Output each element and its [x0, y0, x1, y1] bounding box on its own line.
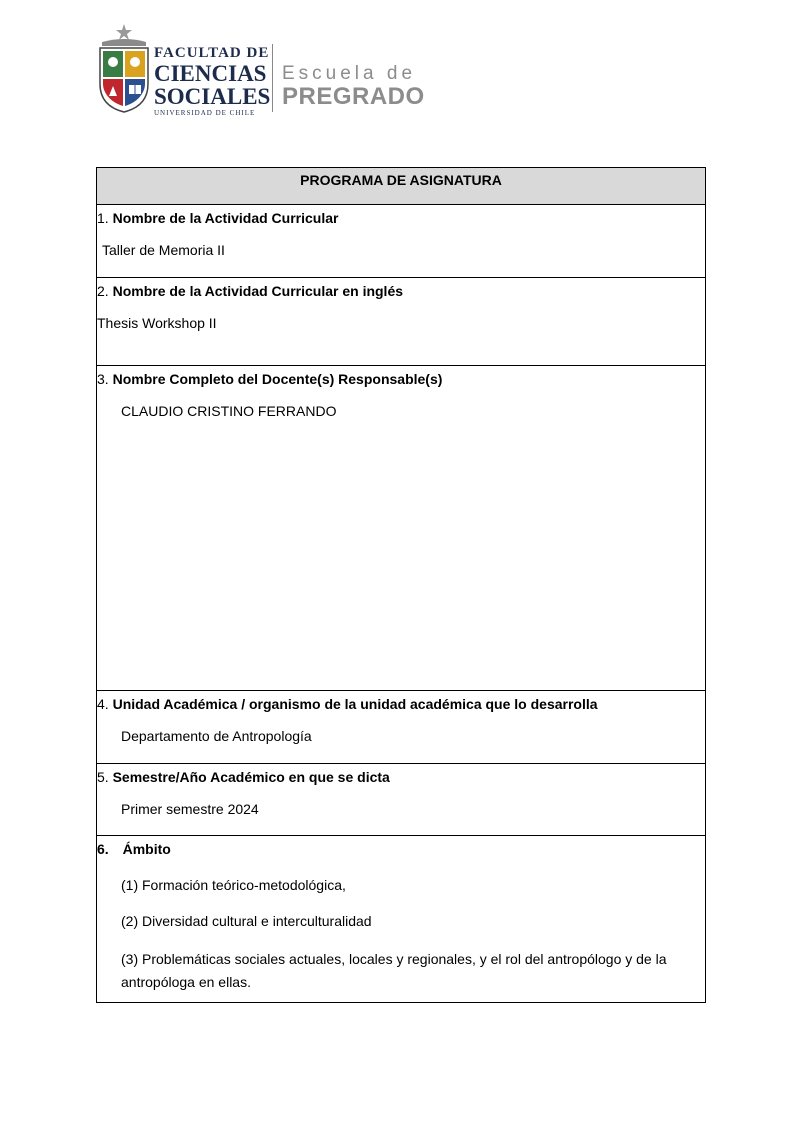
section-heading	[97, 768, 705, 786]
section-label: Nombre Completo del Docente(s) Responsable(s)	[112, 371, 443, 387]
faculty-line1: FACULTAD DE	[154, 45, 270, 61]
university-crest-icon	[96, 22, 152, 114]
section-number: 4.	[97, 696, 109, 712]
academic-unit-value: Departamento de Antropología	[121, 728, 312, 744]
scope-item: (3) Problemáticas sociales actuales, locales y regionales, y el rol del antropólogo y de la antropóloga en ellas.	[121, 951, 667, 990]
section-4	[97, 691, 706, 764]
course-name-english-value: Thesis Workshop II	[97, 315, 217, 331]
section-heading	[97, 695, 705, 713]
section-label: Ámbito	[122, 841, 171, 857]
school-line2: PREGRADO	[282, 83, 425, 110]
school-line1: Escuela de	[282, 63, 417, 84]
section-2	[97, 278, 706, 366]
section-1	[97, 205, 706, 278]
section-3	[97, 366, 706, 691]
course-program-table	[96, 167, 706, 1003]
semester-value: Primer semestre 2024	[121, 801, 259, 817]
section-heading	[97, 282, 705, 300]
school-wordmark	[282, 64, 425, 109]
page-header	[96, 22, 436, 117]
section-number: 3.	[97, 371, 109, 387]
section-6	[97, 836, 706, 1003]
scope-item: (2) Diversidad cultural e interculturalidad	[121, 913, 372, 929]
section-number: 1.	[97, 210, 109, 226]
course-name-value: Taller de Memoria II	[102, 242, 225, 258]
section-number: 6.	[97, 841, 109, 857]
scope-item: (1) Formación teórico-metodológica,	[121, 877, 346, 893]
section-label: Nombre de la Actividad Curricular en inglés	[112, 283, 404, 299]
section-label: Nombre de la Actividad Curricular	[112, 210, 339, 226]
university-name: UNIVERSIDAD DE CHILE	[154, 109, 256, 117]
instructor-value: CLAUDIO CRISTINO FERRANDO	[121, 403, 337, 419]
table-title: PROGRAMA DE ASIGNATURA	[97, 168, 706, 205]
section-5	[97, 764, 706, 836]
section-heading	[97, 840, 705, 858]
faculty-line2: CIENCIAS	[154, 61, 267, 86]
section-number: 5.	[97, 769, 109, 785]
faculty-wordmark	[154, 46, 270, 117]
section-heading	[97, 370, 705, 388]
section-label: Semestre/Año Académico en que se dicta	[112, 769, 390, 785]
faculty-line3: SOCIALES	[154, 84, 271, 109]
section-label: Unidad Académica / organismo de la unidad académica que lo desarrolla	[112, 696, 598, 712]
section-number: 2.	[97, 283, 109, 299]
header-divider	[272, 44, 273, 112]
section-heading	[97, 209, 705, 227]
